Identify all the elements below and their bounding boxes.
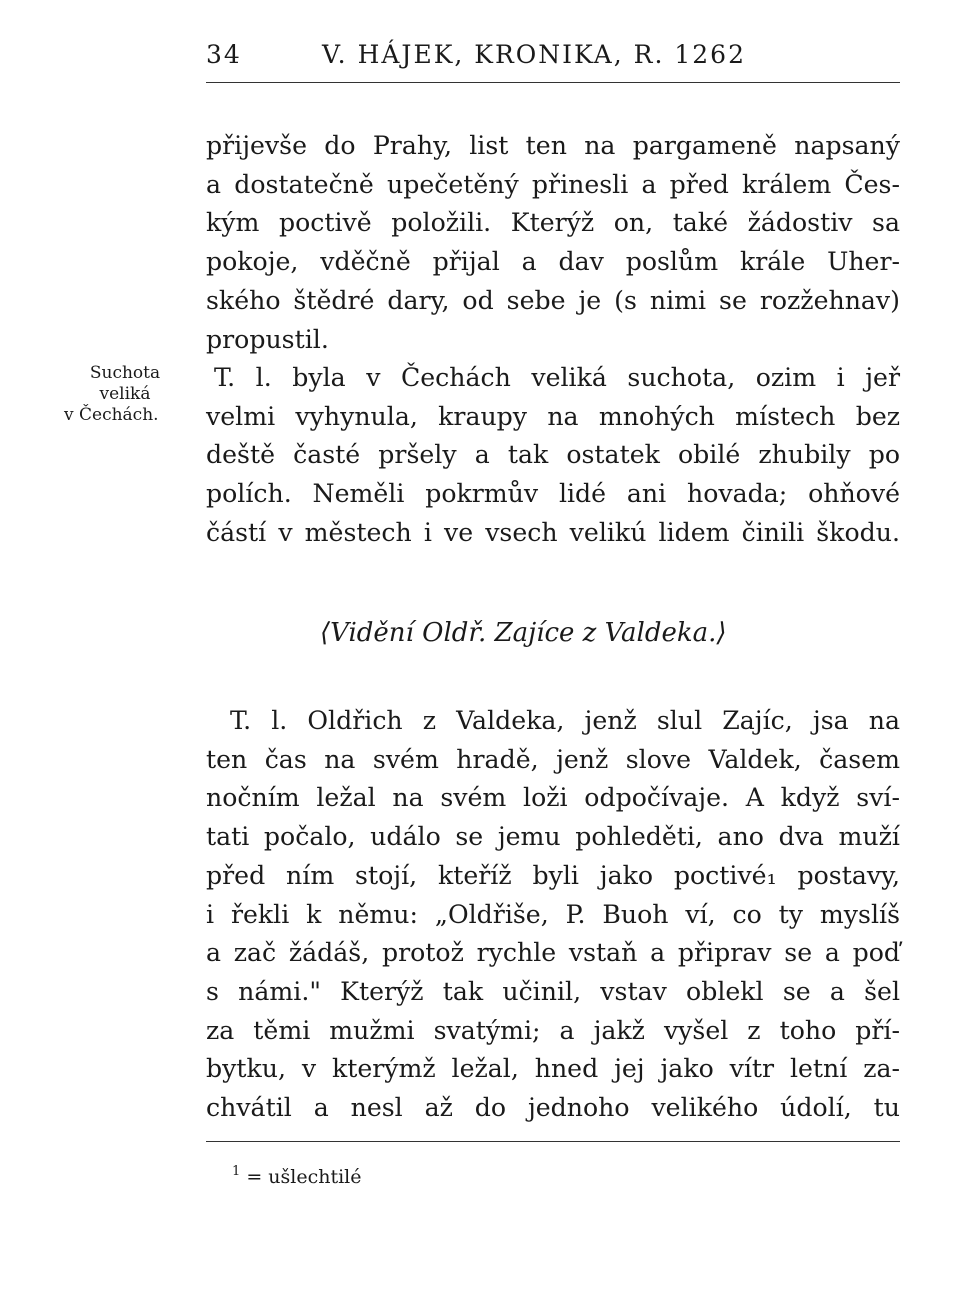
running-title: V. HÁJEK, KRONIKA, R. 1262 — [322, 40, 746, 69]
footnote-text: = ušlechtilé — [246, 1166, 362, 1188]
text-line: částí v městech i ve vsech velikú lidem činili škodu. — [206, 517, 900, 547]
text-line: kým poctivě položili. Kterýž on, také žádostiv sa — [206, 208, 900, 238]
text-line: a dostatečně upečetěný přinesli a před králem Čes- — [206, 169, 900, 199]
text-line: T. l. byla v Čechách veliká suchota, ozim i jeř — [214, 363, 900, 392]
text-line: i řekli k němu: „Oldřiše, P. Buoh ví, co ty myslíš — [206, 899, 900, 929]
margin-note — [60, 363, 190, 426]
footnote-rule — [206, 1141, 900, 1142]
text-line: přijevše do Prahy, list ten na pargameně napsaný — [206, 131, 900, 160]
paragraph-3 — [206, 702, 906, 1128]
text-line: T. l. Oldřich z Valdeka, jenž slul Zajíc, jsa na — [230, 706, 900, 735]
margin-note-line: v Čechách. — [64, 405, 159, 425]
text-line: s námi." Kterýž tak učinil, vstav oblekl se a šel — [206, 976, 900, 1006]
text-line: bytku, v kterýmž ležal, hned jej jako vítr letní za- — [206, 1054, 900, 1084]
footnote-marker: 1 — [232, 1164, 241, 1179]
section-title: ⟨Vidění Oldř. Zajíce z Valdeka.⟩ — [320, 618, 727, 648]
page-number: 34 — [206, 40, 242, 69]
text-line: deště časté pršely a tak ostatek obilé zhubily po — [206, 440, 900, 470]
text-line: tati počalo, událo se jemu pohleděti, ano dva muží — [206, 822, 900, 852]
header-rule — [206, 82, 900, 83]
text-line: velmi vyhynula, kraupy na mnohých místech bez — [206, 401, 900, 431]
footnote — [232, 1166, 362, 1188]
text-line: za těmi mužmi svatými; a jakž vyšel z toho pří- — [206, 1015, 900, 1045]
paragraph-1 — [206, 127, 906, 359]
text-line: polích. Neměli pokrmův lidé ani hovada; ohňové — [206, 479, 900, 509]
text-line: propustil. — [206, 324, 329, 354]
page-header — [206, 40, 906, 80]
margin-note-line: veliká — [99, 384, 151, 404]
margin-note-line: Suchota — [89, 363, 161, 383]
paragraph-2 — [206, 359, 906, 553]
text-line: ského štědré dary, od sebe je (s nimi se rozžehnav) — [206, 285, 900, 315]
text-line: pokoje, vděčně přijal a dav poslům krále Uher- — [206, 247, 900, 277]
text-line: před ním stojí, kteříž byli jako poctivé₁ postavy, — [206, 860, 900, 890]
text-line: nočním ležal na svém loži odpočívaje. A když sví- — [206, 783, 900, 813]
text-line: chvátil a nesl až do jednoho velikého údolí, tu — [206, 1093, 900, 1123]
text-line: ten čas na svém hradě, jenž slove Valdek, časem — [206, 744, 900, 774]
text-line: a zač žádáš, protož rychle vstaň a připrav se a poď — [206, 938, 900, 968]
